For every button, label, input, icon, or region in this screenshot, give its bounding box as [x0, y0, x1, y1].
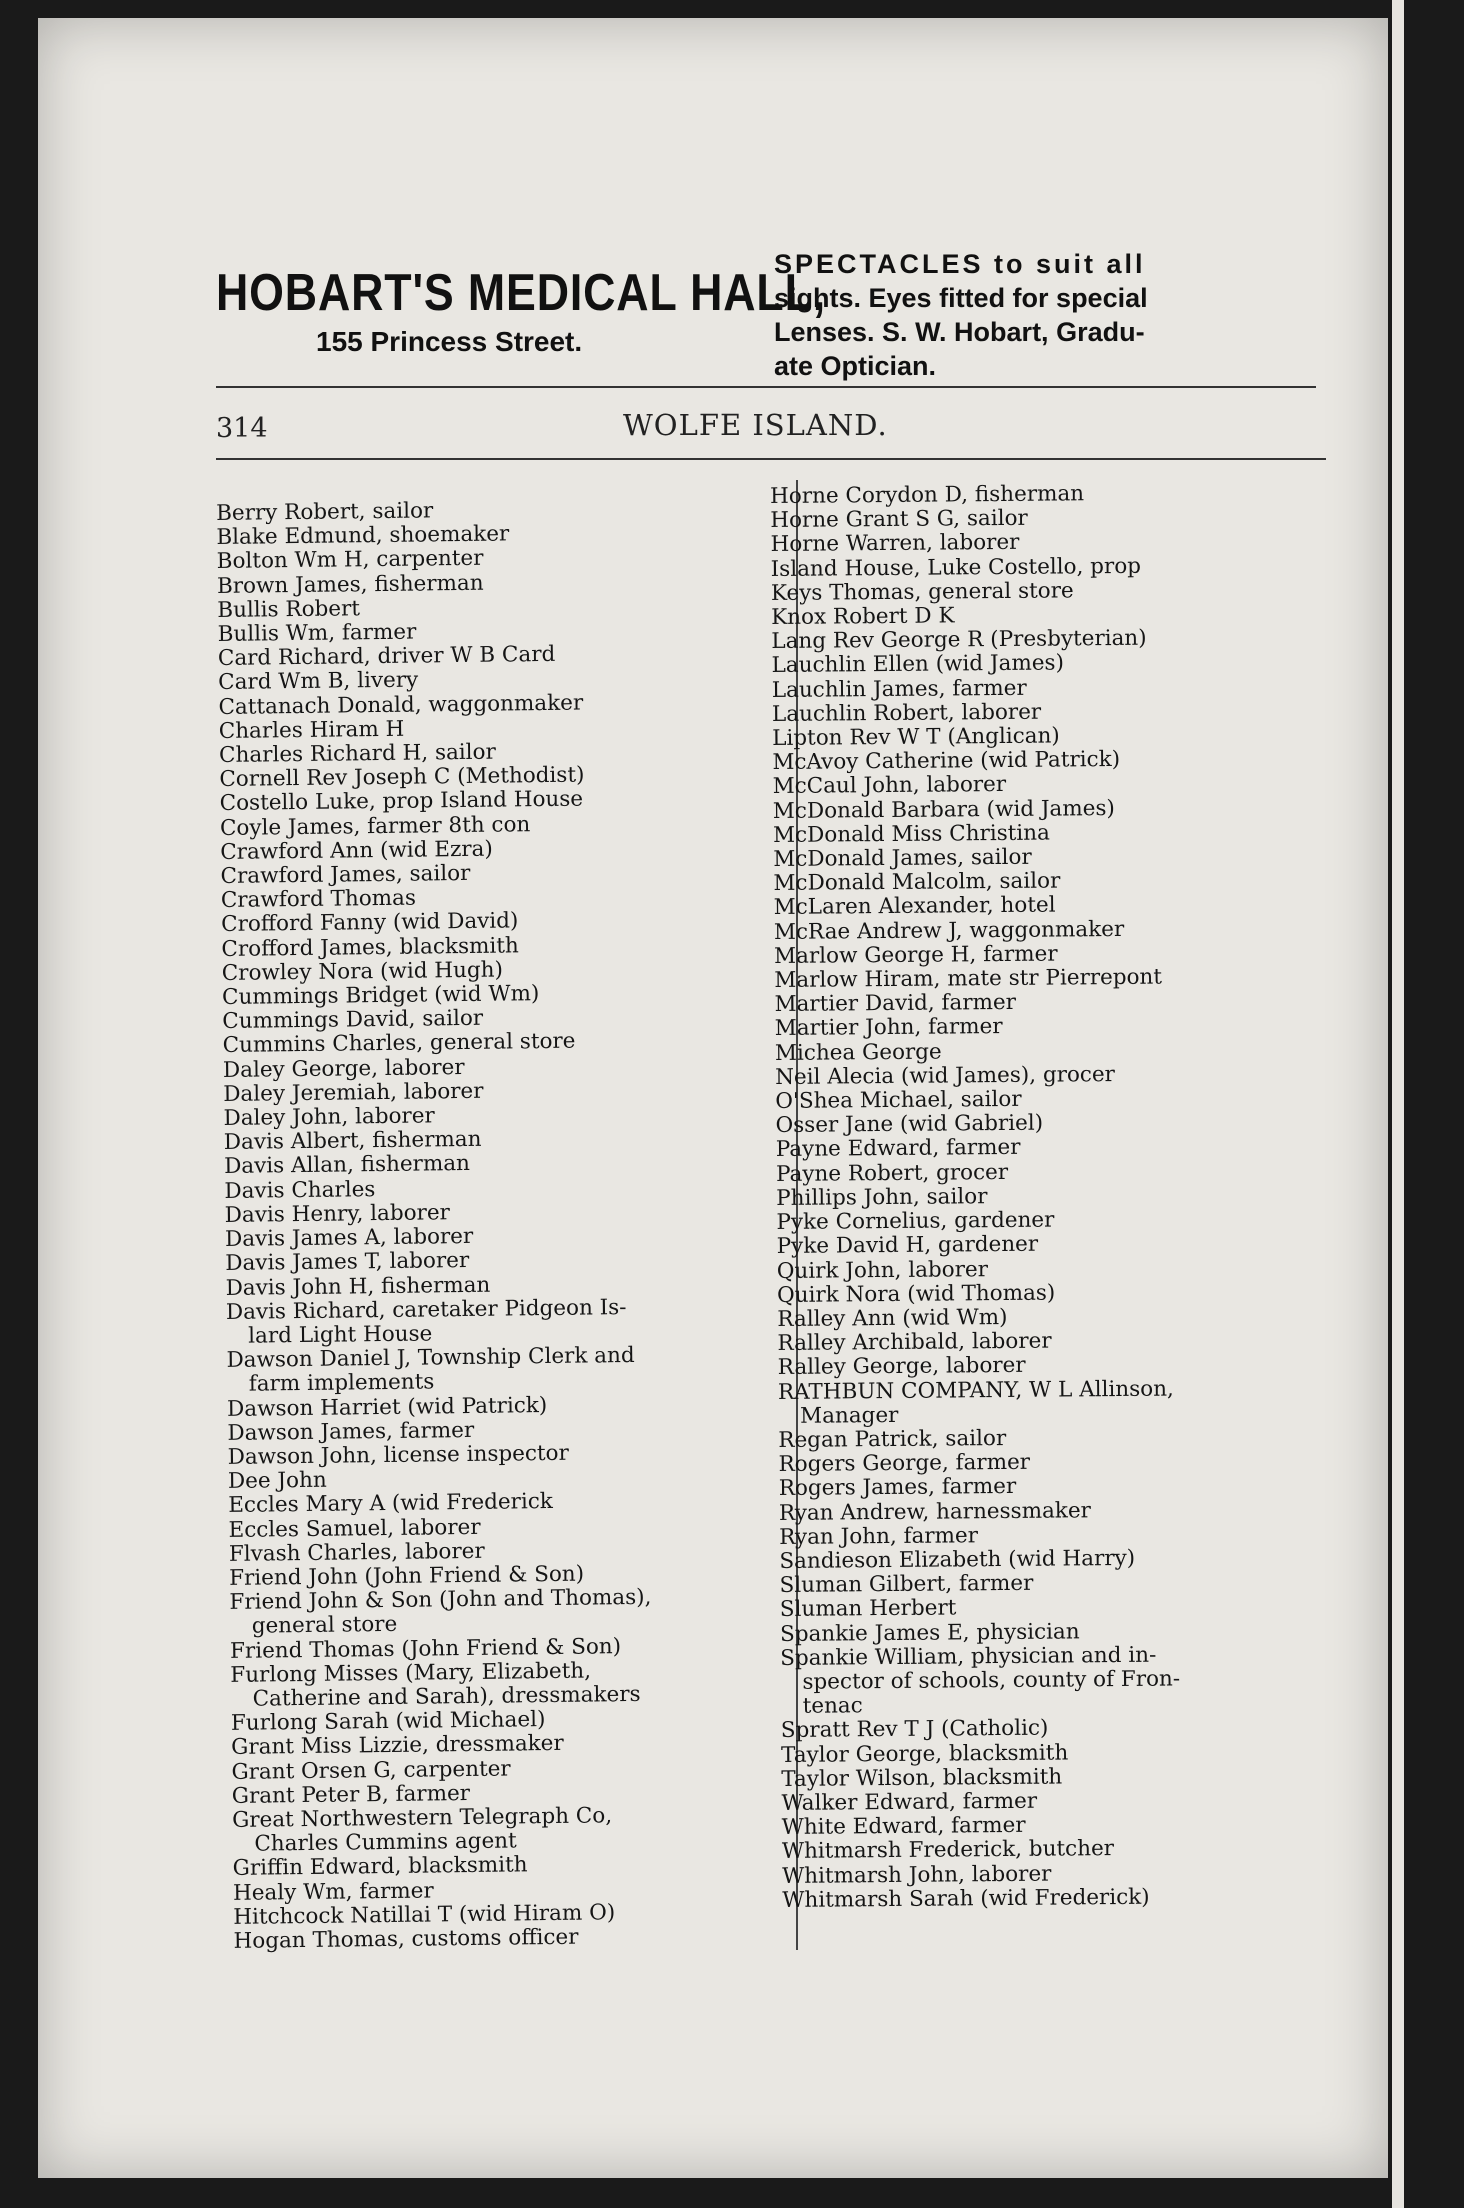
- directory-entry: Davis Albert, fisherman: [223, 1127, 482, 1156]
- header-rule-top: [216, 386, 1316, 388]
- left-column-listing: [216, 495, 809, 1954]
- directory-entry: Michea George: [774, 1039, 942, 1066]
- directory-entry: Hogan Thomas, customs officer: [233, 1924, 579, 1954]
- directory-entry: Horne Warren, laborer: [770, 530, 1020, 558]
- directory-entry: Crofford James, blacksmith: [221, 932, 519, 962]
- directory-entry: Catherine and Sarah), dressmakers: [252, 1681, 641, 1712]
- directory-entry: McDonald James, sailor: [773, 844, 1032, 873]
- directory-entry: Griffin Edward, blacksmith: [232, 1852, 528, 1882]
- ad-line: Lenses. S. W. Hobart, Gradu-: [774, 317, 1145, 347]
- directory-entry: Healy Wm, farmer: [232, 1878, 434, 1906]
- directory-entry: general store: [251, 1612, 398, 1639]
- directory-entry: Eccles Samuel, laborer: [228, 1514, 481, 1543]
- directory-entry: McRae Andrew J, waggonmaker: [773, 916, 1125, 945]
- directory-entry: Lang Rev George R (Presbyterian): [771, 625, 1147, 655]
- directory-entry: Spratt Rev T J (Catholic): [780, 1715, 1049, 1744]
- directory-entry: Phillips John, sailor: [776, 1184, 988, 1211]
- directory-entry: Daley Jeremiah, laborer: [223, 1078, 484, 1107]
- directory-entry: Marlow George H, farmer: [774, 941, 1058, 969]
- directory-entry: Coyle James, farmer 8th con: [219, 811, 531, 841]
- directory-entry: Spankie William, physician and in-: [780, 1642, 1157, 1671]
- directory-entry: Cummings Bridget (wid Wm): [221, 981, 540, 1011]
- directory-entry: Dawson Harriet (wid Patrick): [226, 1392, 548, 1422]
- directory-entry: Cummings David, sailor: [222, 1006, 484, 1035]
- directory-entry: Crawford Ann (wid Ezra): [220, 836, 493, 865]
- directory-entry: Davis James T, laborer: [225, 1248, 470, 1277]
- directory-entry: Crofford Fanny (wid David): [221, 908, 519, 938]
- directory-entry: Horne Grant S G, sailor: [770, 505, 1028, 534]
- page-number: 314: [216, 413, 268, 444]
- ad-line: sights. Eyes fitted for special: [774, 283, 1148, 313]
- directory-entry: Whitmarsh Frederick, butcher: [781, 1836, 1115, 1865]
- directory-entry: Horne Corydon D, fisherman: [769, 481, 1085, 509]
- directory-entry: Cattanach Donald, waggonmaker: [218, 690, 584, 720]
- directory-entry: O'Shea Michael, sailor: [775, 1086, 1022, 1115]
- directory-entry: Taylor George, blacksmith: [780, 1740, 1069, 1768]
- directory-entry: Great Northwestern Telegraph Co,: [231, 1803, 613, 1833]
- directory-entry: Davis Richard, caretaker Pidgeon Is-: [225, 1294, 627, 1325]
- directory-entry: Ralley Archibald, laborer: [777, 1328, 1052, 1357]
- directory-entry: Dawson Daniel J, Township Clerk and: [226, 1343, 635, 1374]
- directory-page: [38, 18, 1388, 2178]
- directory-entry: Martier David, farmer: [774, 990, 1017, 1018]
- directory-entry: Friend John (John Friend & Son): [228, 1561, 585, 1591]
- directory-entry: RATHBUN COMPANY, W L Allinson,: [777, 1376, 1174, 1405]
- ad-line: ate Optician.: [774, 351, 937, 381]
- directory-entry: Whitmarsh Sarah (wid Frederick): [782, 1884, 1150, 1913]
- directory-entry: White Edward, farmer: [781, 1812, 1026, 1841]
- directory-entry: farm implements: [248, 1369, 435, 1397]
- directory-entry: Lauchlin Robert, laborer: [771, 699, 1042, 727]
- right-column-listing: [770, 480, 1362, 1913]
- directory-entry: Card Richard, driver W B Card: [217, 642, 556, 672]
- directory-entry: lard Light House: [248, 1321, 433, 1349]
- header-rule-bottom: [216, 458, 1326, 460]
- directory-entry: Neil Alecia (wid James), grocer: [775, 1061, 1116, 1090]
- directory-entry: Lauchlin James, farmer: [771, 675, 1027, 703]
- page-edge: [1392, 0, 1404, 2208]
- directory-entry: Whitmarsh John, laborer: [782, 1861, 1052, 1889]
- directory-entry: spector of schools, county of Fron-: [802, 1666, 1181, 1695]
- directory-entry: Daley John, laborer: [223, 1103, 435, 1132]
- directory-entry: Ralley George, laborer: [777, 1353, 1026, 1381]
- advertisement: [38, 243, 1388, 383]
- directory-entry: Hitchcock Natillai T (wid Hiram O): [233, 1900, 616, 1930]
- directory-entry: Osser Jane (wid Gabriel): [775, 1110, 1044, 1139]
- directory-entry: Lipton Rev W T (Anglican): [772, 723, 1060, 752]
- section-title: WOLFE ISLAND.: [623, 408, 888, 442]
- directory-entry: Martier John, farmer: [774, 1014, 1003, 1042]
- directory-entry: Knox Robert D K: [771, 603, 955, 631]
- directory-entry: Sluman Herbert: [779, 1595, 957, 1623]
- directory-entry: Cummins Charles, general store: [222, 1029, 576, 1059]
- directory-entry: Davis Henry, laborer: [224, 1200, 451, 1228]
- directory-entry: Daley George, laborer: [222, 1054, 465, 1083]
- directory-entry: Card Wm B, livery: [218, 667, 419, 696]
- directory-entry: Payne Robert, grocer: [775, 1159, 1009, 1187]
- directory-entry: Friend Thomas (John Friend & Son): [229, 1633, 622, 1664]
- directory-entry: Payne Edward, farmer: [775, 1135, 1021, 1163]
- directory-entry: Island House, Luke Costello, prop: [770, 553, 1142, 582]
- directory-entry: Pyke David H, gardener: [776, 1231, 1039, 1260]
- directory-entry: McDonald Miss Christina: [772, 820, 1050, 848]
- directory-entry: McDonald Malcolm, sailor: [773, 868, 1061, 897]
- directory-entry: Crawford Thomas: [220, 885, 417, 914]
- directory-entry: Sandieson Elizabeth (wid Harry): [779, 1545, 1136, 1574]
- directory-entry: McLaren Alexander, hotel: [773, 892, 1056, 921]
- directory-entry: Crowley Nora (wid Hugh): [221, 957, 504, 986]
- directory-entry: Cornell Rev Joseph C (Methodist): [219, 762, 585, 793]
- ad-spectacles-text: [774, 247, 1334, 383]
- directory-entry: McCaul John, laborer: [772, 772, 1007, 800]
- directory-entry: Bolton Wm H, carpenter: [216, 546, 484, 575]
- directory-entry: Taylor Wilson, blacksmith: [781, 1764, 1063, 1792]
- directory-entry: Bullis Robert: [217, 596, 361, 623]
- directory-entry: Manager: [800, 1402, 899, 1429]
- directory-entry: Lauchlin Ellen (wid James): [771, 650, 1065, 679]
- directory-entry: Davis Charles: [224, 1176, 376, 1204]
- directory-entry: Bullis Wm, farmer: [217, 619, 417, 648]
- directory-entry: Furlong Misses (Mary, Elizabeth,: [230, 1658, 592, 1688]
- ad-line: SPECTACLES to suit all: [774, 249, 1146, 279]
- directory-entry: Eccles Mary A (wid Frederick: [228, 1489, 553, 1519]
- directory-entry: Blake Edmund, shoemaker: [216, 521, 510, 551]
- directory-entry: Keys Thomas, general store: [770, 578, 1074, 606]
- directory-entry: Grant Orsen G, carpenter: [231, 1756, 511, 1785]
- directory-entry: Charles Richard H, sailor: [218, 739, 496, 769]
- directory-entry: Dee John: [227, 1467, 327, 1495]
- directory-entry: Davis Allan, fisherman: [223, 1151, 471, 1180]
- directory-entry: Rogers George, farmer: [778, 1449, 1031, 1478]
- directory-entry: Walker Edward, farmer: [781, 1788, 1038, 1816]
- directory-entry: Brown James, fisherman: [216, 570, 484, 599]
- directory-entry: McAvoy Catherine (wid Patrick): [772, 747, 1121, 776]
- directory-entry: Grant Peter B, farmer: [231, 1780, 471, 1809]
- directory-entry: Dawson James, farmer: [227, 1417, 475, 1446]
- directory-entry: Quirk Nora (wid Thomas): [776, 1280, 1056, 1308]
- directory-entry: Costello Luke, prop Island House: [219, 786, 584, 817]
- directory-entry: Davis James A, laborer: [224, 1224, 474, 1253]
- directory-entry: Marlow Hiram, mate str Pierrepont: [774, 964, 1163, 994]
- directory-entry: Regan Patrick, sailor: [778, 1425, 1007, 1453]
- directory-entry: Furlong Sarah (wid Michael): [230, 1707, 546, 1737]
- directory-entry: tenac: [802, 1693, 863, 1719]
- ad-title: HOBART'S MEDICAL HALL,: [216, 264, 827, 322]
- directory-entry: Ralley Ann (wid Wm): [777, 1304, 1008, 1332]
- directory-entry: Flvash Charles, laborer: [228, 1538, 485, 1567]
- directory-entry: Rogers James, farmer: [778, 1474, 1017, 1502]
- directory-entry: Dawson John, license inspector: [227, 1440, 569, 1470]
- directory-entry: Grant Miss Lizzie, dressmaker: [231, 1731, 564, 1761]
- directory-entry: Sluman Gilbert, farmer: [779, 1570, 1034, 1599]
- ad-address: 155 Princess Street.: [316, 326, 583, 357]
- directory-entry: Charles Hiram H: [218, 716, 405, 744]
- directory-entry: Davis John H, fisherman: [225, 1272, 491, 1301]
- directory-entry: Pyke Cornelius, gardener: [776, 1207, 1055, 1236]
- directory-entry: Crawford James, sailor: [220, 860, 471, 890]
- directory-entry: Charles Cummins agent: [254, 1828, 517, 1857]
- directory-entry: Friend John & Son (John and Thomas),: [229, 1584, 652, 1616]
- directory-entry: Ryan Andrew, harnessmaker: [778, 1497, 1092, 1526]
- directory-entry: Berry Robert, sailor: [215, 498, 434, 526]
- directory-entry: McDonald Barbara (wid James): [772, 795, 1115, 824]
- directory-entry: Ryan John, farmer: [779, 1522, 979, 1550]
- directory-entry: Spankie James E, physician: [779, 1618, 1080, 1647]
- directory-entry: Quirk John, laborer: [776, 1256, 989, 1284]
